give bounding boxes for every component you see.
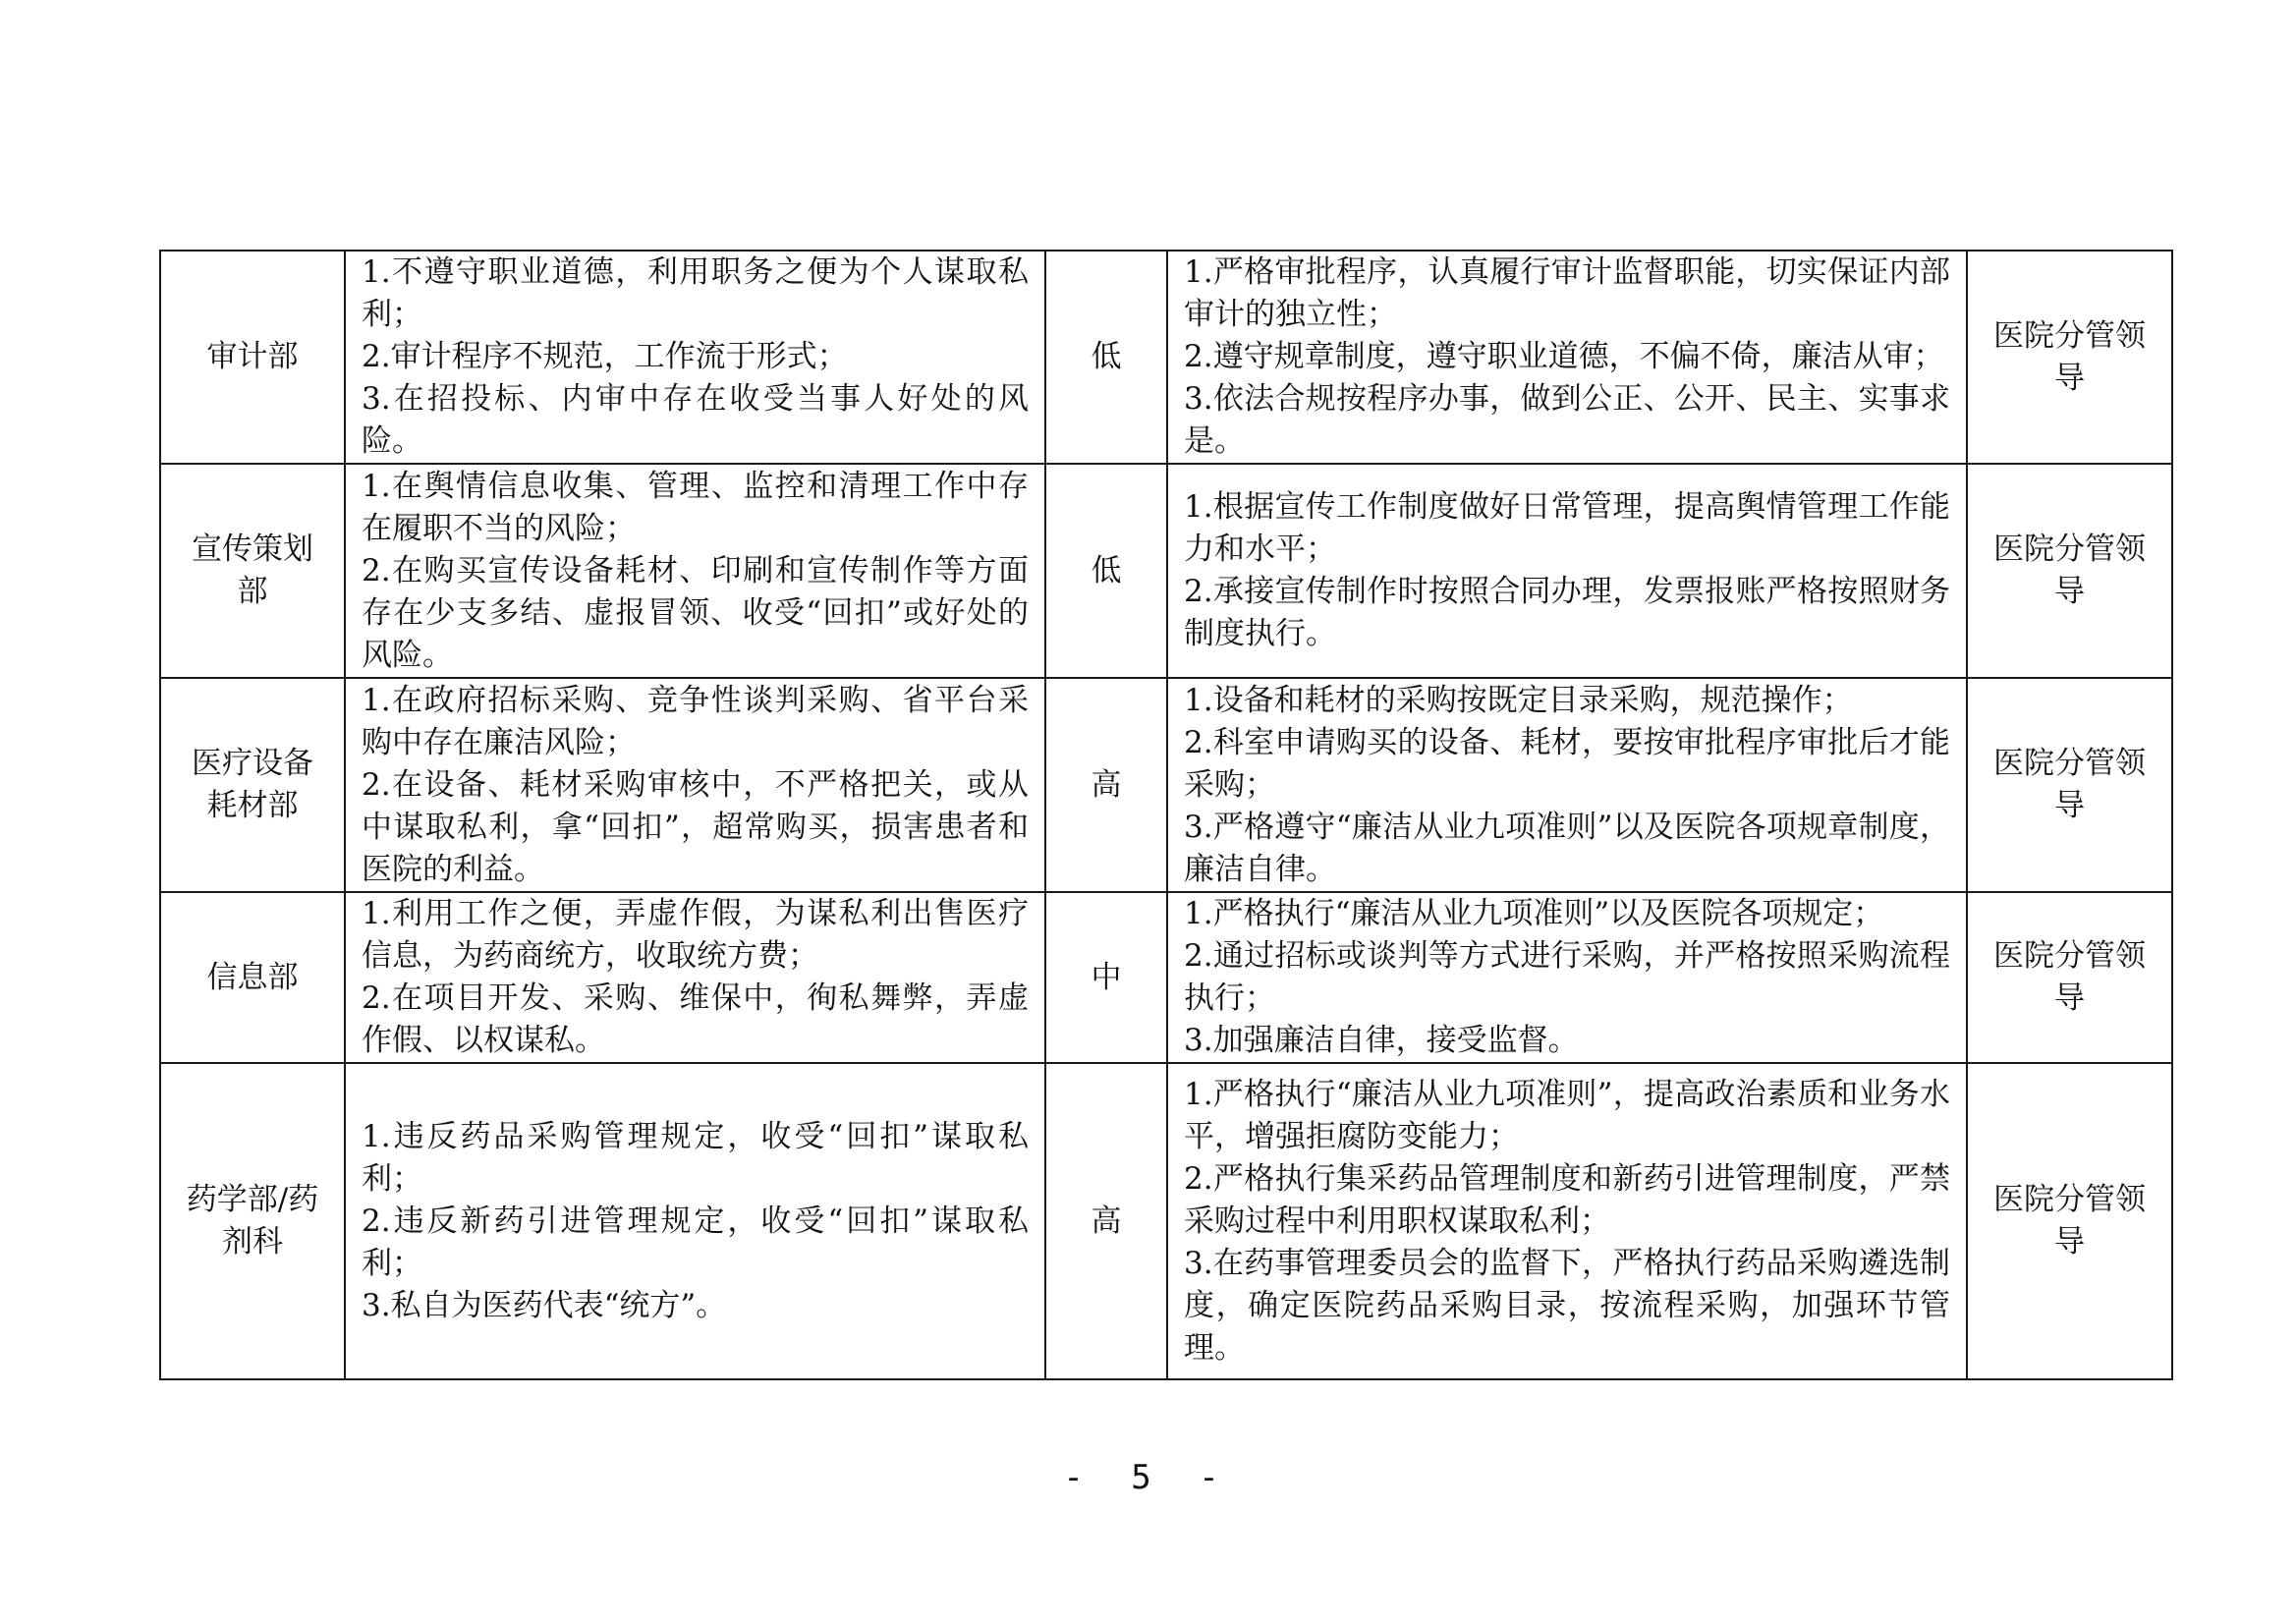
risk-item: 2.审计程序不规范，工作流于形式； [362,339,848,374]
risk-description-cell [345,678,1045,892]
department-cell [160,678,345,892]
risk-table [159,250,2173,1380]
measure-item: 2.承接宣传制作时按照合同办理，发票报账严格按照财务制度执行。 [1184,574,1950,651]
department-label: 医疗设备耗材部 [192,746,313,823]
prevention-measures-cell [1167,678,1967,892]
measure-item: 2.遵守规章制度，遵守职业道德，不偏不倚，廉洁从审； [1184,339,1944,374]
table-row [160,251,2172,464]
risk-item: 3.在招投标、内审中存在收受当事人好处的风险。 [362,381,1029,459]
department-label: 药学部/药剂科 [186,1182,319,1259]
risk-description-cell [345,251,1045,464]
risk-item: 2.违反新药引进管理规定，收受“回扣”谋取私利； [362,1203,1029,1281]
prevention-measures-cell [1167,251,1967,464]
risk-level-cell [1045,1063,1167,1379]
responsible-leader-cell [1967,251,2172,464]
responsible-leader-label: 医院分管领导 [1993,1182,2146,1259]
measure-item: 3.在药事管理委员会的监督下，严格执行药品采购遴选制度，确定医院药品采购目录，按流程采购，加强环节管理。 [1184,1245,1950,1366]
department-label: 宣传策划部 [192,532,313,609]
table-row [160,1063,2172,1379]
risk-item: 2.在购买宣传设备耗材、印刷和宣传制作等方面存在少支多结、虚报冒领、收受“回扣”或好处的风险。 [362,552,1029,673]
risk-description-cell [345,464,1045,678]
measure-item: 2.严格执行集采药品管理制度和新药引进管理制度，严禁采购过程中利用职权谋取私利； [1184,1160,1950,1239]
measure-item: 3.加强廉洁自律，接受监督。 [1184,1023,1579,1058]
risk-item: 1.违反药品采购管理规定，收受“回扣”谋取私利； [362,1118,1029,1197]
risk-level-cell [1045,892,1167,1063]
measure-item: 2.通过招标或谈判等方式进行采购，并严格按照采购流程执行； [1184,938,1950,1016]
department-label: 审计部 [206,339,299,374]
measure-item: 2.科室申请购买的设备、耗材，要按审批程序审批后才能采购； [1184,724,1950,803]
risk-description-cell [345,1063,1045,1379]
department-cell [160,892,345,1063]
responsible-leader-cell [1967,1063,2172,1379]
department-label: 信息部 [206,959,299,995]
measure-item: 3.严格遵守“廉洁从业九项准则”以及医院各项规章制度，廉洁自律。 [1184,809,1950,887]
department-cell [160,1063,345,1379]
table-row [160,464,2172,678]
measure-item: 3.依法合规按程序办事，做到公正、公开、民主、实事求是。 [1184,381,1950,459]
risk-level-label: 中 [1091,959,1122,995]
risk-item: 1.不遵守职业道德，利用职务之便为个人谋取私利； [362,254,1029,332]
responsible-leader-cell [1967,678,2172,892]
risk-level-label: 低 [1091,339,1122,374]
risk-level-cell [1045,464,1167,678]
responsible-leader-cell [1967,892,2172,1063]
risk-level-label: 高 [1091,766,1122,803]
responsible-leader-label: 医院分管领导 [1993,317,2146,396]
measure-item: 1.设备和耗材的采购按既定目录采购，规范操作； [1184,682,1853,718]
prevention-measures-cell [1167,1063,1967,1379]
risk-item: 1.在舆情信息收集、管理、监控和清理工作中存在履职不当的风险； [362,468,1029,546]
risk-level-label: 低 [1091,552,1122,588]
risk-level-cell [1045,251,1167,464]
risk-level-label: 高 [1091,1203,1122,1239]
table-row [160,892,2172,1063]
responsible-leader-label: 医院分管领导 [1993,938,2146,1016]
responsible-leader-label: 医院分管领导 [1993,532,2146,609]
measure-item: 1.根据宣传工作制度做好日常管理，提高舆情管理工作能力和水平； [1184,489,1950,567]
risk-item: 1.在政府招标采购、竞争性谈判采购、省平台采购中存在廉洁风险； [362,682,1029,760]
prevention-measures-cell [1167,892,1967,1063]
page-number: - 5 - [1063,1458,1233,1497]
prevention-measures-cell [1167,464,1967,678]
department-cell [160,464,345,678]
measure-item: 1.严格审批程序，认真履行审计监督职能，切实保证内部审计的独立性； [1184,254,1950,332]
measure-item: 1.严格执行“廉洁从业九项准则”，提高政治素质和业务水平，增强拒腐防变能力； [1184,1076,1950,1154]
responsible-leader-label: 医院分管领导 [1993,746,2146,823]
measure-item: 1.严格执行“廉洁从业九项准则”以及医院各项规定； [1184,896,1884,931]
risk-item: 1.利用工作之便，弄虚作假，为谋私利出售医疗信息，为药商统方，收取统方费； [362,896,1029,974]
risk-description-cell [345,892,1045,1063]
responsible-leader-cell [1967,464,2172,678]
department-cell [160,251,345,464]
risk-item: 3.私自为医药代表“统方”。 [362,1287,727,1323]
risk-item: 2.在项目开发、采购、维保中，徇私舞弊，弄虚作假、以权谋私。 [362,980,1029,1058]
risk-item: 2.在设备、耗材采购审核中，不严格把关，或从中谋取私利，拿“回扣”，超常购买，损害患者和医院的利益。 [362,766,1029,887]
risk-level-cell [1045,678,1167,892]
table-row [160,678,2172,892]
